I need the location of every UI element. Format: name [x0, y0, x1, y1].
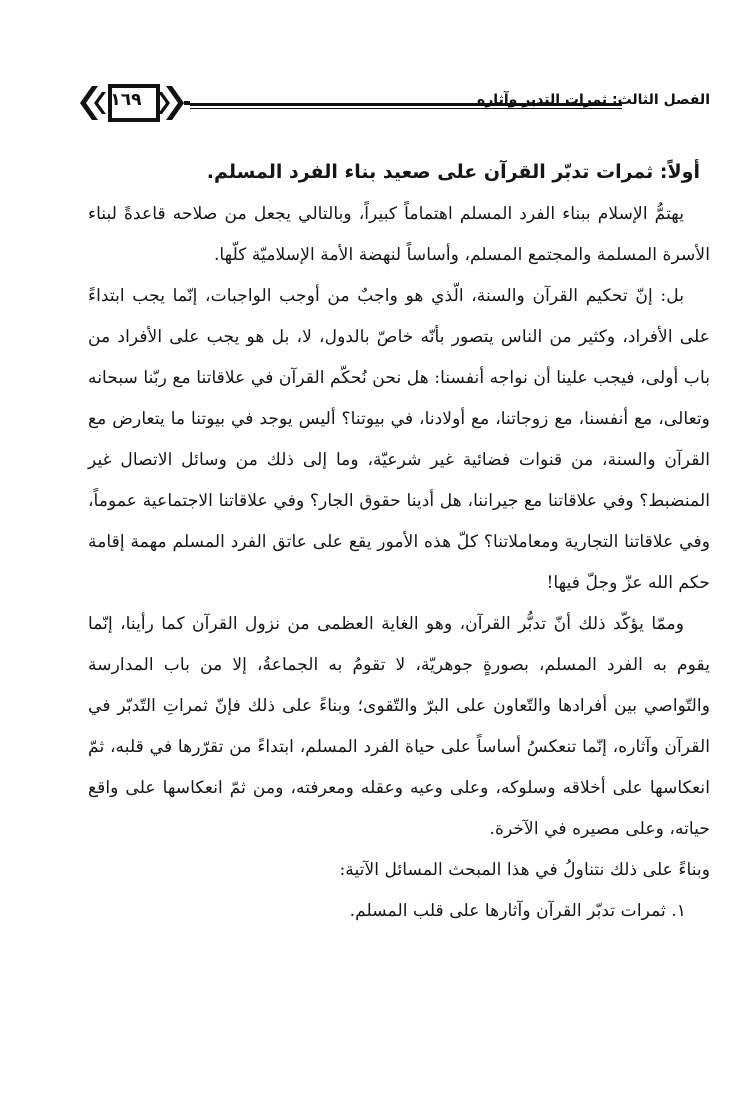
paragraph-1: [88, 194, 710, 276]
section-title: أولاً: ثمرات تدبّر القرآن على صعيد بناء الفرد المسلم.: [206, 161, 700, 183]
running-head: الفصل الثالث: ثمرات التدبر وآثاره: [476, 92, 710, 108]
paragraph-4: [88, 850, 710, 891]
paragraph-3-text: وممّا يؤكّد ذلك أنّ تدبُّر القرآن، وهو الغاية العظمى من نزول القرآن كما رأينا، إنّما يقوم به الفرد المسلم، بصورةٍ جوهريّة، لا تقومُ به الجماعةُ، إلا من باب المدارسة والتّواصي بين أفرادها والتّعاون على البرّ والتّقوى؛ وبناءً على ذلك فإنّ ثمراتِ التّدبّر في القرآن وآثاره، إنّما تنعكسُ أساساً على حياة الفرد المسلم، ابتداءً من تقرّرها في قلبه، ثمّ انعكاسها على أخلاقه وسلوكه، وعلى وعيه وعقله ومعرفته، ومن ثمّ انعكاسها على واقع حياته، وعلى مصيره في الآخرة.: [88, 614, 710, 839]
paragraph-4-text: وبناءً على ذلك نتناولُ في هذا المبحث المسائل الآتية:: [339, 860, 710, 880]
paragraph-1-text: يهتمُّ الإسلام ببناء الفرد المسلم اهتماماً كبيراً، وبالتالي يجعل من صلاحه قاعدةً لبناء الأسرة المسلمة والمجتمع المسلم، وأساساً لنهضة الأمة الإسلاميّة كلّها.: [88, 204, 710, 265]
paragraph-2-text: بل: إنّ تحكيم القرآن والسنة، الّذي هو واجبٌ من أوجب الواجبات، إنّما يجب ابتداءً على الأفراد، وكثير من الناس يتصور بأنّه خاصّ بالدول، لا، بل هو يجب على الأفراد من باب أولى، فيجب علينا أن نواجه أنفسنا: هل نحن نُحكّم القرآن في علاقاتنا مع ربّنا سبحانه وتعالى، مع أنفسنا، مع زوجاتنا، مع أولادنا، في بيوتنا؟ أليس يوجد في بيوتنا ما يتعارض مع القرآن والسنة، من قنوات فضائية غير شرعيّة، وما إلى ذلك من وسائل الاتصال غير المنضبط؟ وفي علاقاتنا مع جيراننا، هل أدينا حقوق الجار؟ وفي علاقاتنا الاجتماعية عموماً، وفي علاقاتنا التجارية ومعاملاتنا؟ كلّ هذه الأمور يقع على عاتق الفرد المسلم مهمة إقامة حكم الله عزّ وجلّ فيها!: [88, 286, 710, 593]
list-item: ١. ثمرات تدبّر القرآن وآثارها على قلب المسلم.: [349, 901, 686, 921]
page-header: [78, 78, 710, 128]
header-rule-thin: [190, 108, 622, 109]
paragraph-2: [88, 276, 710, 604]
paragraph-3: [88, 604, 710, 850]
page-body: [88, 150, 710, 932]
page-number: ١٦٩: [110, 90, 142, 110]
